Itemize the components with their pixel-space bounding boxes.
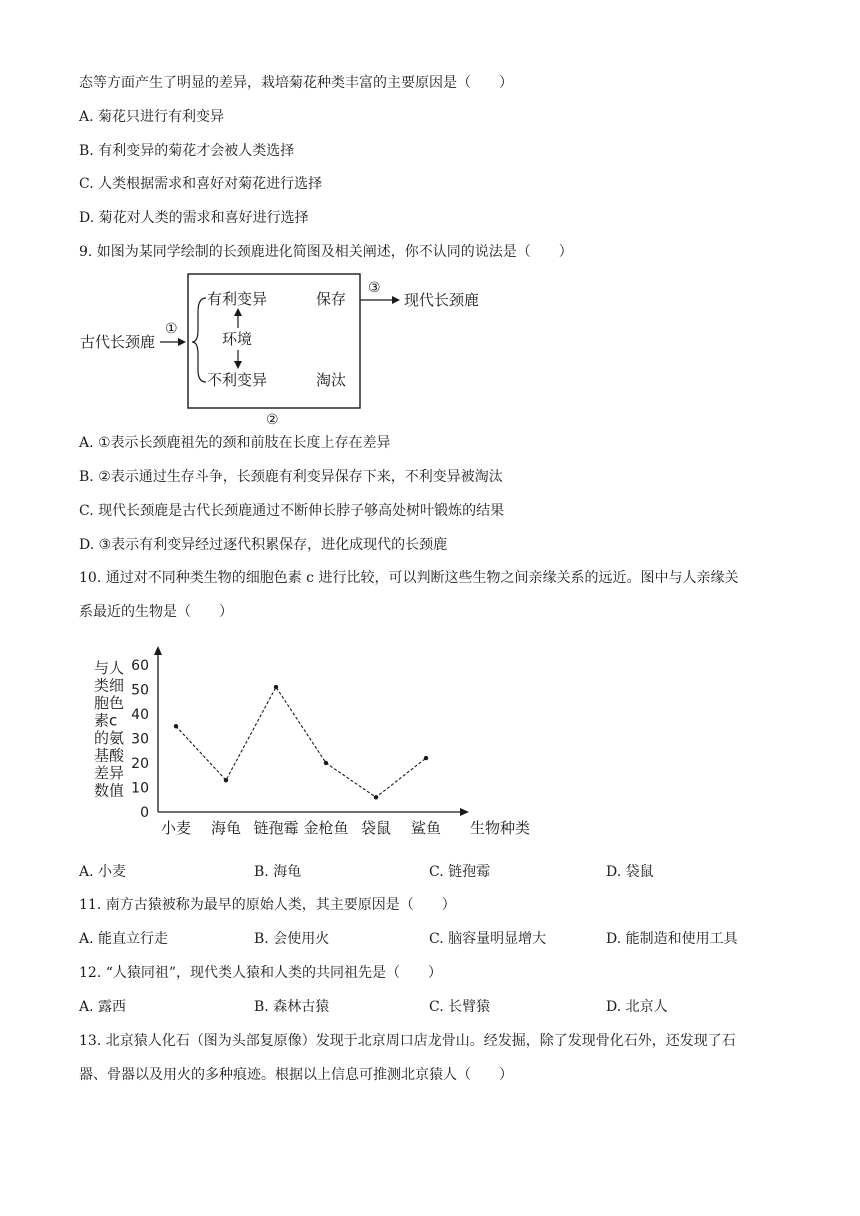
diagram-marker-1: ① — [165, 321, 178, 337]
q9-option-b: B. ②表示通过生存斗争，长颈鹿有利变异保存下来，不利变异被淘汰 — [79, 469, 503, 485]
data-point — [424, 756, 428, 760]
chart-series-line — [176, 687, 426, 797]
q8-stem-tail: 态等方面产生了明显的差异，栽培菊花种类丰富的主要原因是（ ） — [79, 75, 513, 91]
x-tick-label: 鲨鱼 — [410, 819, 442, 837]
chart-x-ticks — [161, 819, 441, 837]
q11-option-b: B. 会使用火 — [254, 931, 330, 947]
y-tick-label: 50 — [131, 682, 149, 699]
data-point — [224, 778, 228, 782]
chart-y-ticks — [131, 658, 149, 821]
diagram-environment: 环境 — [222, 330, 253, 348]
x-axis-arrow — [460, 808, 469, 816]
x-tick-label: 链孢霉 — [253, 819, 299, 837]
q8-option-d: D. 菊花对人类的需求和喜好进行选择 — [79, 210, 309, 226]
y-axis-arrow — [154, 646, 162, 655]
q13-stem-line2: 器、骨器以及用火的多种痕迹。根据以上信息可推测北京猿人（ ） — [79, 1067, 513, 1083]
q11-option-a: A. 能直立行走 — [79, 931, 169, 947]
x-tick-label: 袋鼠 — [360, 819, 392, 837]
y-tick-label: 0 — [140, 805, 149, 821]
q10-option-c: C. 链孢霉 — [429, 864, 491, 880]
chart-y-axis-label — [94, 659, 125, 800]
y-label-line: 素c — [94, 711, 118, 730]
diagram-ancient-giraffe: 古代长颈鹿 — [80, 333, 156, 351]
diagram-marker-3: ③ — [368, 280, 381, 296]
data-point — [274, 685, 278, 689]
q11-option-d: D. 能制造和使用工具 — [606, 931, 738, 947]
q10-stem-line1: 10. 通过对不同种类生物的细胞色素 c 进行比较，可以判断这些生物之间亲缘关系的远近。图中与人亲缘关 — [79, 570, 739, 586]
chart-axes — [154, 646, 469, 816]
diagram-modern-giraffe: 现代长颈鹿 — [404, 291, 480, 309]
diagram-favorable-variation: 有利变异 — [207, 290, 268, 308]
y-tick-label: 60 — [131, 658, 149, 674]
q12-option-b: B. 森林古猿 — [254, 999, 330, 1015]
q10-stem-line2: 系最近的生物是（ ） — [79, 604, 233, 620]
series-line — [176, 687, 426, 797]
y-tick-label: 40 — [131, 707, 149, 723]
cytochrome-c-chart — [86, 640, 546, 845]
y-label-line: 的氨 — [94, 729, 125, 747]
q10-option-a: A. 小麦 — [79, 864, 127, 880]
data-point — [324, 761, 328, 765]
q10-option-d: D. 袋鼠 — [606, 864, 654, 880]
chart-x-axis-label: 生物种类 — [470, 819, 531, 837]
q12-option-c: C. 长臂猿 — [429, 999, 491, 1015]
q12-option-d: D. 北京人 — [606, 999, 668, 1015]
y-label-line: 胞色 — [94, 694, 125, 712]
x-tick-label: 海龟 — [210, 819, 242, 837]
q9-option-c: C. 现代长颈鹿是古代长颈鹿通过不断伸长脖子够高处树叶锻炼的结果 — [79, 503, 505, 519]
q8-option-c: C. 人类根据需求和喜好对菊花进行选择 — [79, 176, 323, 192]
q10-option-b: B. 海龟 — [254, 864, 302, 880]
q9-stem: 9. 如图为某同学绘制的长颈鹿进化简图及相关阐述，你不认同的说法是（ ） — [79, 244, 573, 260]
y-tick-label: 10 — [131, 780, 149, 797]
q9-option-d: D. ③表示有利变异经过逐代积累保存，进化成现代的长颈鹿 — [79, 537, 448, 553]
x-tick-label: 金枪鱼 — [303, 819, 349, 837]
q11-stem: 11. 南方古猿被称为最早的原始人类，其主要原因是（ ） — [79, 897, 456, 913]
y-label-line: 差异 — [94, 764, 125, 782]
y-tick-label: 30 — [131, 731, 149, 748]
y-label-line: 与人 — [94, 659, 125, 677]
diagram-brace — [192, 298, 206, 382]
x-tick-label: 小麦 — [160, 819, 192, 837]
q11-option-c: C. 脑容量明显增大 — [429, 931, 547, 947]
q8-option-a: A. 菊花只进行有利变异 — [79, 109, 225, 125]
y-tick-label: 20 — [131, 756, 149, 772]
q12-stem: 12. “人猿同祖”，现代类人猿和人类的共同祖先是（ ） — [79, 965, 443, 981]
giraffe-evolution-diagram — [76, 272, 496, 430]
q13-stem-line1: 13. 北京猿人化石（图为头部复原像）发现于北京周口店龙骨山。经发掘，除了发现骨化石外，还发现了石 — [79, 1033, 736, 1049]
chart-points — [174, 685, 428, 800]
y-label-line: 基酸 — [94, 746, 125, 765]
data-point — [374, 795, 378, 799]
data-point — [174, 724, 178, 728]
diagram-unfavorable-variation: 不利变异 — [207, 371, 268, 389]
q12-option-a: A. 露西 — [79, 999, 127, 1015]
y-label-line: 类细 — [94, 676, 125, 695]
q9-option-a: A. ①表示长颈鹿祖先的颈和前肢在长度上存在差异 — [79, 435, 391, 451]
y-label-line: 数值 — [94, 781, 125, 800]
diagram-preserve: 保存 — [316, 290, 347, 308]
diagram-eliminate: 淘汰 — [316, 371, 347, 389]
diagram-marker-2: ② — [266, 412, 279, 428]
q8-option-b: B. 有利变异的菊花才会被人类选择 — [79, 143, 295, 159]
